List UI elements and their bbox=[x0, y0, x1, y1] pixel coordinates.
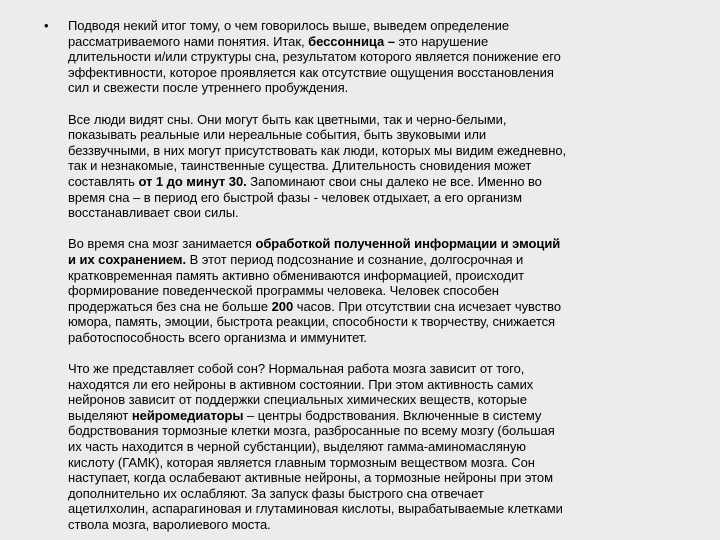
text-line bbox=[68, 392, 698, 408]
text-line bbox=[68, 283, 698, 299]
text-segment: эффективности, которое проявляется как отсутствие ощущения восстановления bbox=[68, 64, 554, 80]
text-line bbox=[68, 158, 698, 174]
text-line bbox=[68, 268, 698, 284]
text-line bbox=[68, 377, 698, 393]
bold-text: бессонница – bbox=[308, 33, 395, 49]
text-line bbox=[68, 439, 698, 455]
text-segment: дополнительно их ослабляют. За запуск фазы быстрого сна отвечает bbox=[68, 485, 484, 501]
text-line bbox=[68, 65, 698, 81]
text-line bbox=[68, 236, 698, 252]
text-segment: Запоминают свои сны далеко не все. Именно во bbox=[246, 173, 542, 189]
text-line bbox=[68, 299, 698, 315]
text-segment: юмора, память, эмоции, быстрота реакции, способности к творчеству, снижается bbox=[68, 314, 556, 330]
text-segment: бодрствования тормозные клетки мозга, разбросанные по всему мозгу (большая bbox=[68, 423, 555, 439]
text-line bbox=[68, 205, 698, 221]
text-segment: сил и свежести после утреннего пробуждения. bbox=[68, 80, 349, 96]
paragraph-4 bbox=[68, 361, 698, 533]
text-segment: это нарушение bbox=[394, 33, 489, 49]
text-segment: Подводя некий итог тому, о чем говорилось выше, выведем определение bbox=[68, 18, 510, 33]
text-line bbox=[68, 34, 698, 50]
bold-text: от 1 до минут 30. bbox=[138, 173, 247, 189]
text-line bbox=[68, 49, 698, 65]
text-line bbox=[68, 486, 698, 502]
text-segment: длительности и/или структуры сна, результатом которого является понижение его bbox=[68, 49, 561, 65]
text-segment: – центры бодрствования. Включенные в систему bbox=[243, 407, 542, 423]
text-segment: рассматриваемого нами понятия. Итак, bbox=[68, 33, 309, 49]
bold-text: нейромедиаторы bbox=[131, 407, 244, 423]
text-line bbox=[68, 517, 698, 533]
text-segment: Все люди видят сны. Они могут быть как цветными, так и черно-белыми, bbox=[68, 111, 507, 127]
text-line bbox=[68, 80, 698, 96]
bold-text: 200 bbox=[271, 298, 294, 314]
paragraph-1 bbox=[68, 18, 698, 96]
bullet-marker: • bbox=[44, 18, 49, 33]
text-segment: Во время сна мозг занимается bbox=[68, 236, 256, 252]
text-line bbox=[68, 455, 698, 471]
text-segment: работоспособность всего организма и иммунитет. bbox=[68, 329, 367, 345]
text-segment: составлять bbox=[68, 173, 139, 189]
text-segment: ствола мозга, варолиевого моста. bbox=[68, 517, 271, 532]
paragraph-2 bbox=[68, 112, 698, 221]
text-line bbox=[68, 174, 698, 190]
text-segment: кислоту (ГАМК), которая является главным тормозным веществом мозга. Сон bbox=[68, 454, 535, 470]
text-line bbox=[68, 408, 698, 424]
text-line bbox=[68, 423, 698, 439]
bold-text: обработкой полученной информации и эмоций bbox=[255, 236, 561, 252]
text-line bbox=[68, 361, 698, 377]
text-segment: В этот период подсознание и сознание, долгосрочная и bbox=[186, 251, 524, 267]
text-segment: их часть находится в черной субстанции), выделяют гамма-аминомасляную bbox=[68, 439, 526, 455]
text-line bbox=[68, 143, 698, 159]
bold-text: и их сохранением. bbox=[68, 251, 187, 267]
text-line bbox=[68, 190, 698, 206]
text-segment: показывать реальные или нереальные события, быть звуковыми или bbox=[68, 127, 487, 143]
text-line bbox=[68, 470, 698, 486]
text-line bbox=[68, 18, 698, 34]
text-segment: наступает, когда ослабевают активные нейроны, а тормозные нейроны при этом bbox=[68, 470, 553, 486]
text-line bbox=[68, 252, 698, 268]
text-line bbox=[68, 112, 698, 128]
text-segment: беззвучными, в них могут присутствовать как люди, которых мы видим ежедневно, bbox=[68, 142, 567, 158]
text-line bbox=[68, 330, 698, 346]
text-segment: Что же представляет собой сон? Нормальная работа мозга зависит от того, bbox=[68, 361, 525, 377]
text-segment: часов. При отсутствии сна исчезает чувство bbox=[293, 298, 562, 314]
text-line bbox=[68, 501, 698, 517]
text-segment: ацетилхолин, аспарагиновая и глутаминовая кислоты, вырабатываемые клетками bbox=[68, 501, 563, 517]
paragraph-3 bbox=[68, 236, 698, 345]
text-segment: кратковременная память активно обмениваются информацией, происходит bbox=[68, 267, 525, 283]
text-segment: продержаться без сна не больше bbox=[68, 298, 272, 314]
text-segment: формирование поведенческой программы человека. Человек способен bbox=[68, 283, 499, 299]
text-segment: выделяют bbox=[68, 407, 132, 423]
text-segment: восстанавливает свои силы. bbox=[68, 205, 239, 221]
text-line bbox=[68, 127, 698, 143]
text-segment: находятся ли его нейроны в активном состоянии. При этом активность самих bbox=[68, 376, 534, 392]
text-line bbox=[68, 314, 698, 330]
text-segment: нейронов зависит от поддержки специальных химических веществ, которые bbox=[68, 392, 527, 408]
slide-text-body bbox=[68, 18, 698, 533]
text-segment: время сна – в период его быстрой фазы - человек отдыхает, а его организм bbox=[68, 189, 523, 205]
text-segment: так и незнакомые, таинственные существа. Длительность сновидения может bbox=[68, 158, 532, 174]
